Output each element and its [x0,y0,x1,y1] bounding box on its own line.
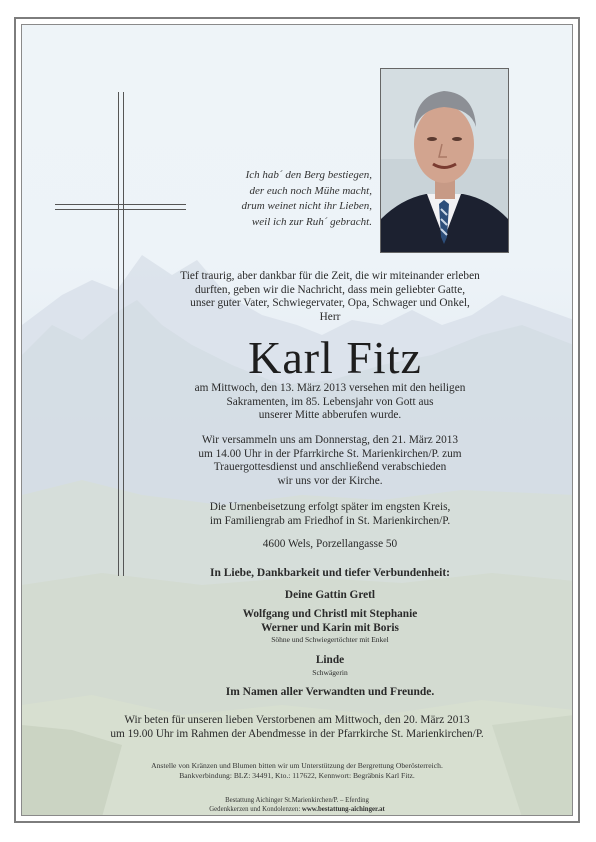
poem [190,168,372,230]
poem-line: Ich hab´ den Berg bestiegen, [245,169,372,181]
death-notice-line: am Mittwoch, den 13. März 2013 versehen mit den heiligen [194,382,466,394]
service-line: Wir versammeln uns am Donnerstag, den 21. März 2013 [201,434,459,446]
poem-line: der euch noch Mühe macht, [249,184,372,197]
service-line: um 14.00 Uhr in der Pfarrkirche St. Marienkirchen/P. zum [198,447,462,460]
intro-line: durften, geben wir die Nachricht, dass mein geliebter Gatte, [194,283,466,296]
condolences [21,805,573,814]
memorial-mass [21,713,573,741]
intro-line: Tief traurig, aber dankbar für die Zeit, die wir miteinander erleben [180,270,480,282]
cross-icon [118,92,119,576]
intro-text [140,270,520,324]
children-note: Söhne und Schwiegertöchter mit Enkel [271,635,389,644]
address: 4600 Wels, Porzellangasse 50 [262,538,398,550]
urn-line: im Familiengrab am Friedhof in St. Marienkirchen/P. [209,514,451,527]
cross-icon-line [123,92,124,576]
deceased-name: Karl Fitz [248,332,422,383]
portrait-photo [380,68,509,253]
urn-burial [140,501,520,528]
donation-note [21,761,573,781]
cross-beam [55,204,186,205]
sister-in-law [140,654,520,677]
spouse: Deine Gattin Gretl [284,589,376,601]
donation-line: Anstelle von Kränzen und Blumen bitten wir um Unterstützung der Bergrettung Oberösterreich. [151,761,443,770]
footer [21,796,573,814]
poem-line: weil ich zur Ruh´ gebracht. [251,215,372,228]
child-family: Werner und Karin mit Boris [261,621,399,634]
donation-line: Bankverbindung: BLZ: 34491, Kto.: 117622, Kennwort: Begräbnis Karl Fitz. [179,771,415,780]
children [140,608,520,644]
death-notice-line: unserer Mitte abberufen wurde. [258,409,402,422]
intro-line: Herr [319,310,341,323]
mass-line: Wir beten für unseren lieben Verstorbenen am Mittwoch, den 20. März 2013 [124,714,470,726]
funeral-company: Bestattung Aichinger St.Marienkirchen/P. – Eferding [225,797,369,804]
urn-line: Die Urnenbeisetzung erfolgt später im engsten Kreis, [209,501,451,513]
funeral-service [140,434,520,488]
relatives: Im Namen aller Verwandten und Freunde. [225,686,435,698]
website-link[interactable]: www.bestattung-aichinger.at [301,806,385,813]
mass-line: um 19.00 Uhr im Rahmen der Abendmesse in der Pfarrkirche St. Marienkirchen/P. [110,728,484,740]
portrait-image [381,69,508,252]
service-line: wir uns vor der Kirche. [277,474,383,487]
mourners-intro: In Liebe, Dankbarkeit und tiefer Verbundenheit: [209,567,451,579]
intro-line: unser guter Vater, Schwiegervater, Opa, Schwager und Onkel, [190,297,470,310]
cross-beam-line [55,209,186,210]
sister-in-law-note: Schwägerin [312,667,348,677]
death-notice [140,382,520,423]
sister-in-law-name: Linde [315,654,345,666]
condolences-label: Gedenkkerzen und Kondolenzen: [209,806,302,813]
death-notice-line: Sakramenten, im 85. Lebensjahr von Gott aus [226,395,434,408]
poem-line: drum weinet nicht ihr Lieben, [241,200,372,212]
service-line: Trauergottesdienst und anschließend verabschieden [213,461,447,474]
child-family: Wolfgang und Christl mit Stephanie [242,608,418,620]
